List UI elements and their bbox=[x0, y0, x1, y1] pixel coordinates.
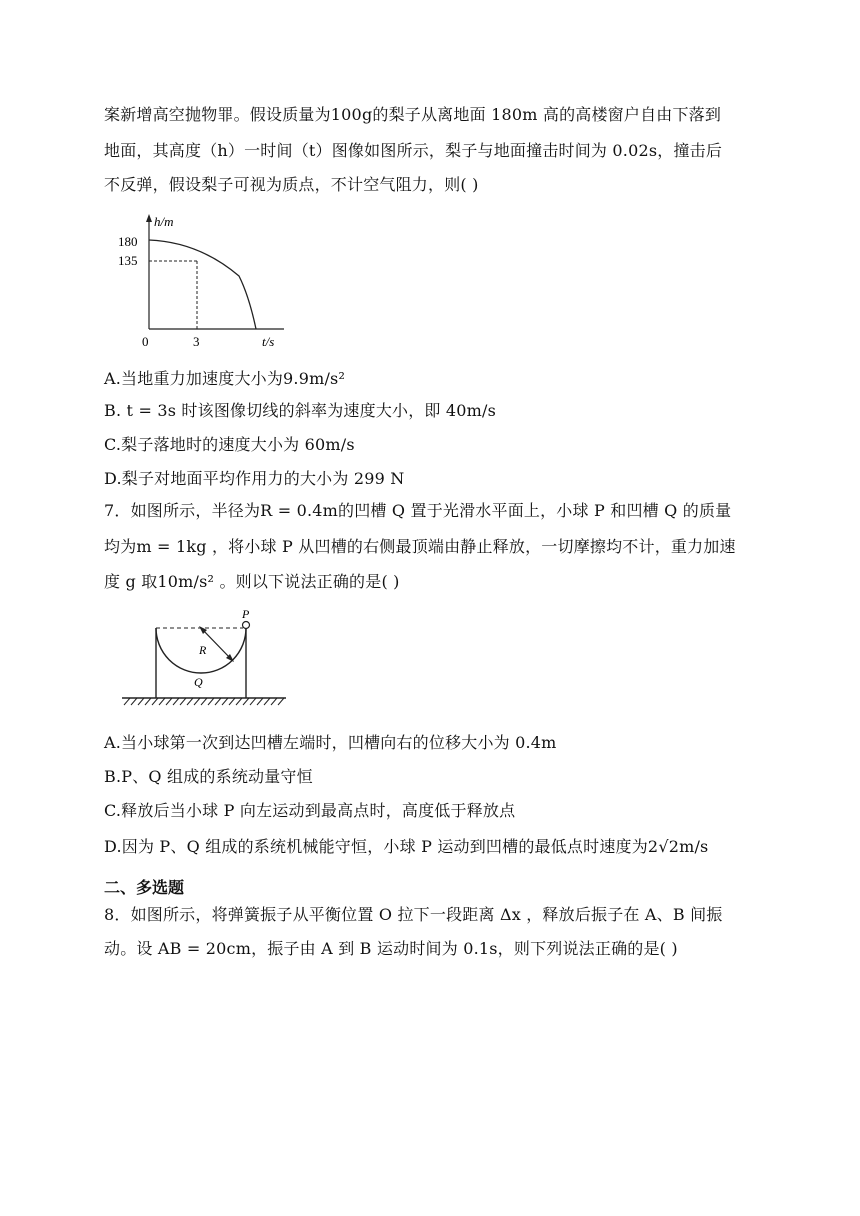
height-time-graph bbox=[104, 206, 304, 356]
tick-180: 180 bbox=[118, 234, 138, 249]
q6-stem-line-1: 案新增高空抛物罪。假设质量为100g的梨子从离地面 180m 高的高楼窗户自由下落到 bbox=[104, 105, 722, 124]
tick-0: 0 bbox=[142, 334, 149, 349]
q7-option-b: B.P、Q 组成的系统动量守恒 bbox=[104, 767, 313, 786]
q8-stem-line-2: 动。设 AB = 20cm，振子由 A 到 B 运动时间为 0.1s，则下列说法正确的是( ) bbox=[104, 939, 678, 958]
tick-3: 3 bbox=[193, 334, 200, 349]
ball-p bbox=[243, 622, 250, 629]
label-r: R bbox=[199, 643, 207, 657]
q7-option-a: A.当小球第一次到达凹槽左端时，凹槽向右的位移大小为 0.4m bbox=[104, 733, 557, 752]
q6-stem-line-2: 地面，其高度（h）一时间（t）图像如图所示，梨子与地面撞击时间为 0.02s，撞击后 bbox=[104, 141, 723, 160]
q6-option-a: A.当地重力加速度大小为9.9m/s² bbox=[104, 369, 346, 388]
q8-stem-line-1: 8．如图所示，将弹簧振子从平衡位置 O 拉下一段距离 Δx ，释放后振子在 A、B 间振 bbox=[104, 905, 723, 924]
q6-option-d: D.梨子对地面平均作用力的大小为 299 N bbox=[104, 469, 405, 488]
groove-figure bbox=[114, 606, 314, 716]
q6-option-c: C.梨子落地时的速度大小为 60m/s bbox=[104, 435, 355, 454]
section-heading-multi-choice: 二、多选题 bbox=[104, 878, 185, 897]
ground-hatch bbox=[124, 698, 284, 705]
q7-option-c: C.释放后当小球 P 向左运动到最高点时，高度低于释放点 bbox=[104, 801, 516, 820]
fall-curve bbox=[149, 240, 256, 329]
label-p: P bbox=[242, 607, 250, 621]
y-axis-arrow bbox=[146, 214, 152, 222]
q7-stem-line-3: 度 g 取10m/s² 。则以下说法正确的是( ) bbox=[104, 572, 400, 591]
x-axis-label: t/s bbox=[262, 334, 275, 349]
tick-135: 135 bbox=[118, 253, 138, 268]
q7-stem-line-2: 均为m = 1kg ，将小球 P 从凹槽的右侧最顶端由静止释放，一切摩擦均不计，重力加速 bbox=[104, 537, 736, 556]
q7-stem-line-1: 7．如图所示，半径为R = 0.4m的凹槽 Q 置于光滑水平面上，小球 P 和凹槽 Q 的质量 bbox=[104, 501, 732, 520]
q6-option-b: B. t = 3s 时该图像切线的斜率为速度大小，即 40m/s bbox=[104, 401, 497, 420]
q7-option-d: D.因为 P、Q 组成的系统机械能守恒，小球 P 运动到凹槽的最低点时速度为2√2m/s bbox=[104, 837, 709, 856]
q6-stem-line-3: 不反弹，假设梨子可视为质点，不计空气阻力，则( ) bbox=[104, 175, 479, 194]
y-axis-label: h/m bbox=[154, 214, 174, 229]
label-q: Q bbox=[194, 675, 203, 689]
